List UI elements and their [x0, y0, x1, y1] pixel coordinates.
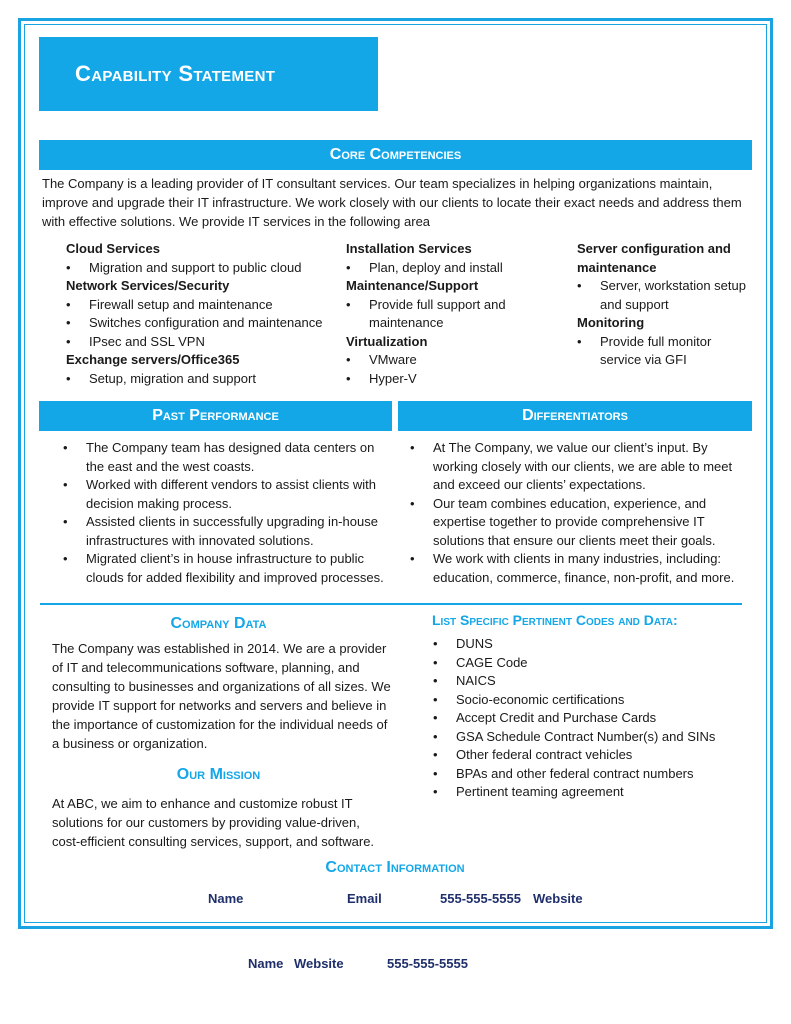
core-competencies-heading: Core Competencies [39, 140, 752, 170]
codes-heading: List Specific Pertinent Codes and Data: [432, 612, 678, 628]
list-item: • Firewall setup and maintenance [66, 296, 336, 315]
installation-services-heading: Installation Services [346, 241, 472, 256]
footer-name: Name [248, 956, 284, 971]
list-item: • Migration and support to public cloud [66, 259, 336, 278]
codes-list [433, 635, 753, 802]
list-item: • Migrated client’s in house infrastructure to public clouds for added flexibility and improved processes. [63, 550, 388, 587]
list-item: • Worked with different vendors to assist clients with decision making process. [63, 476, 388, 513]
list-item: • At The Company, we value our client’s input. By working closely with our clients, we are able to meet and exceed our clients’ expectations. [410, 439, 745, 495]
list-item: • Hyper-V [346, 370, 546, 389]
list-item: • Provide full monitor service via GFI [577, 333, 747, 370]
contact-name: Name [208, 891, 244, 906]
list-item: • VMware [346, 351, 546, 370]
contact-phone: 555-555-5555 [440, 891, 521, 906]
footer-phone: 555-555-5555 [387, 956, 468, 971]
network-services-heading: Network Services/Security [66, 278, 230, 293]
list-item: • Socio-economic certifications [433, 691, 753, 710]
company-data-heading: Company Data [170, 615, 267, 632]
contact-website: Website [533, 891, 583, 906]
our-mission-text: At ABC, we aim to enhance and customize robust IT solutions for our customers by providing value-driven, cost-efficient consulting services, support, and software. [52, 796, 375, 849]
title-box [39, 37, 378, 111]
company-data-text: The Company was established in 2014. We are a provider of IT and telecommunications software, planning, and consulting to businesses and organizations of all sizes. We provide IT support for networks and servers and believe in the importance of customization for the individual needs of a business or organization. [52, 641, 391, 751]
list-item: • Server, workstation setup and support [577, 277, 747, 314]
list-item: • We work with clients in many industries, including: education, commerce, finance, non-profit, and more. [410, 550, 745, 587]
virtualization-heading: Virtualization [346, 333, 428, 349]
page-title: Capability Statement [75, 61, 276, 86]
list-item: • Pertinent teaming agreement [433, 783, 753, 802]
server-configuration-heading: Server configuration and maintenance [577, 241, 731, 275]
past-performance-heading: Past Performance [39, 401, 392, 431]
list-item: • Accept Credit and Purchase Cards [433, 709, 753, 728]
list-item: • DUNS [433, 635, 753, 654]
list-item: • Provide full support and maintenance [346, 296, 546, 333]
section-divider [40, 603, 742, 605]
list-item: • Other federal contract vehicles [433, 746, 753, 765]
contact-email: Email [347, 891, 382, 906]
cloud-services-heading: Cloud Services [66, 241, 160, 256]
list-item: • Assisted clients in successfully upgrading in-house infrastructures with innovated solutions. [63, 513, 388, 550]
core-intro: The Company is a leading provider of IT consultant services. Our team specializes in helping organizations maintain, improve and upgrade their IT infrastructure. We work closely with our clients to locate their exact needs and address them with effective solutions. We provide IT services in the following area [42, 176, 742, 229]
footer-website: Website [294, 956, 344, 971]
list-item: • GSA Schedule Contract Number(s) and SINs [433, 728, 753, 747]
list-item: • CAGE Code [433, 654, 753, 673]
list-item: • NAICS [433, 672, 753, 691]
list-item: • Plan, deploy and install [346, 259, 546, 278]
core-column-3 [577, 240, 747, 370]
list-item: • The Company team has designed data centers on the east and the west coasts. [63, 439, 388, 476]
contact-information-heading: Contact Information [325, 859, 465, 876]
monitoring-heading: Monitoring [577, 315, 645, 330]
list-item: • Our team combines education, experience, and expertise together to provide comprehensive IT solutions that ensure our clients meet their goals. [410, 495, 745, 551]
list-item: • Switches configuration and maintenance [66, 314, 336, 333]
our-mission-heading: Our Mission [176, 766, 261, 783]
core-column-1 [66, 240, 336, 388]
differentiators-list [410, 439, 745, 587]
maintenance-support-heading: Maintenance/Support [346, 278, 479, 293]
exchange-servers-heading: Exchange servers/Office365 [66, 352, 240, 367]
list-item: • BPAs and other federal contract numbers [433, 765, 753, 784]
differentiators-heading: Differentiators [398, 401, 752, 431]
past-performance-list [63, 439, 388, 587]
list-item: • IPsec and SSL VPN [66, 333, 336, 352]
core-column-2 [346, 240, 546, 388]
list-item: • Setup, migration and support [66, 370, 336, 389]
